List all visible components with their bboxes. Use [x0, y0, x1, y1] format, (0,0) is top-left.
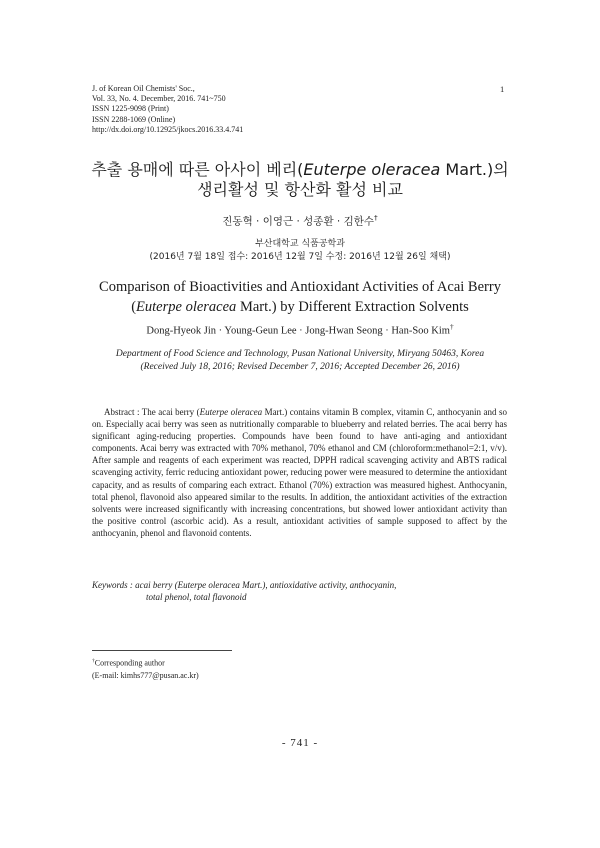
- footnote-email: (E-mail: kimhs777@pusan.ac.kr): [92, 670, 199, 680]
- english-title-line-1: Comparison of Bioactivities and Antioxidant Activities of Acai Berry: [99, 279, 501, 295]
- journal-info: [92, 84, 243, 135]
- english-affiliation: [70, 348, 530, 374]
- korean-title-line-1: 추출 용매에 따른 아사이 베리(Euterpe oleracea Mart.)의: [91, 160, 509, 179]
- abstract: Abstract : The acai berry (Euterpe oleracea Mart.) contains vitamin B complex, vitamin C, anthocyanin and so on. Especially acai berry was seen as nutritionally comparable to blueberry and related berries. The acai berry has significant aging-reducing properties. Compounds have been found to have anti-aging and antioxidant components. Acai berry was extracted with 70% methanol, 70% ethanol and CM (chloroform:methanol=2:1, v/v). After sample and reagents of each experiment was reacted, DPPH radical scavenging activity and ABTS radical scavenging activity, ferric reducing antioxidant power, reducing power were measured to determine the antioxidant capacity, and as results of comparing each extract. Ethanol (70%) extraction was measured highest. Anthocyanin, total phenol, flavonoid also appeared similar to the results. In addition, the antioxidant activities of the extraction solvents were increased significantly with increasing concentrations, but showed lower antioxidant activity than the positive control (ascorbic acid). As a result, antioxidant activities of sample supposed to affect by the anthocyanin, phenol and flavonoid contents.: [92, 407, 507, 538]
- keywords-line-1: Keywords : acai berry (Euterpe oleracea Mart.), antioxidative activity, anthocyanin,: [92, 580, 397, 590]
- journal-line-2: Vol. 33, No. 4. December, 2016. 741~750: [92, 94, 226, 104]
- english-affiliation-name: Department of Food Science and Technology, Pusan National University, Miryang 50463, Korea: [115, 349, 485, 359]
- corresponding-mark-en: †: [449, 322, 454, 331]
- korean-title-line-2: 생리활성 및 항산화 활성 비교: [197, 180, 403, 199]
- corresponding-mark: †: [374, 213, 378, 222]
- english-title: [70, 277, 530, 317]
- page-footer-number: - 741 -: [281, 737, 319, 749]
- keywords: [92, 579, 512, 603]
- journal-line-1: J. of Korean Oil Chemists' Soc.,: [92, 84, 195, 93]
- footnote-corresponding: †Corresponding author: [92, 658, 165, 668]
- english-title-line-2: (Euterpe oleracea Mart.) by Different Extraction Solvents: [131, 299, 469, 315]
- korean-title: [60, 160, 540, 200]
- english-authors: Dong-Hyeok Jin · Young-Geun Lee · Jong-Hwan Seong · Han-Soo Kim†: [146, 322, 454, 337]
- footnote-divider: [92, 650, 232, 651]
- journal-doi: http://dx.doi.org/10.12925/jkocs.2016.33.4.741: [92, 124, 244, 134]
- korean-affiliation-name: 부산대학교 식품공학과: [255, 239, 345, 249]
- header-page-number: 1: [500, 84, 505, 94]
- korean-authors: 진동혁 · 이영근 · 성종환 · 김한수†: [222, 213, 378, 228]
- journal-line-4: ISSN 2288-1069 (Online): [92, 114, 176, 124]
- footnote: [92, 655, 199, 682]
- korean-dates: (2016년 7월 18일 접수: 2016년 12월 7일 수정: 2016년 12월 26일 채택): [149, 252, 451, 262]
- journal-line-3: ISSN 1225-9098 (Print): [92, 104, 169, 114]
- abstract-label: Abstract :: [104, 407, 142, 417]
- korean-affiliation: [0, 238, 600, 264]
- keywords-line-2: total phenol, total flavonoid: [146, 592, 247, 602]
- english-dates: (Received July 18, 2016; Revised December 7, 2016; Accepted December 26, 2016): [140, 362, 460, 372]
